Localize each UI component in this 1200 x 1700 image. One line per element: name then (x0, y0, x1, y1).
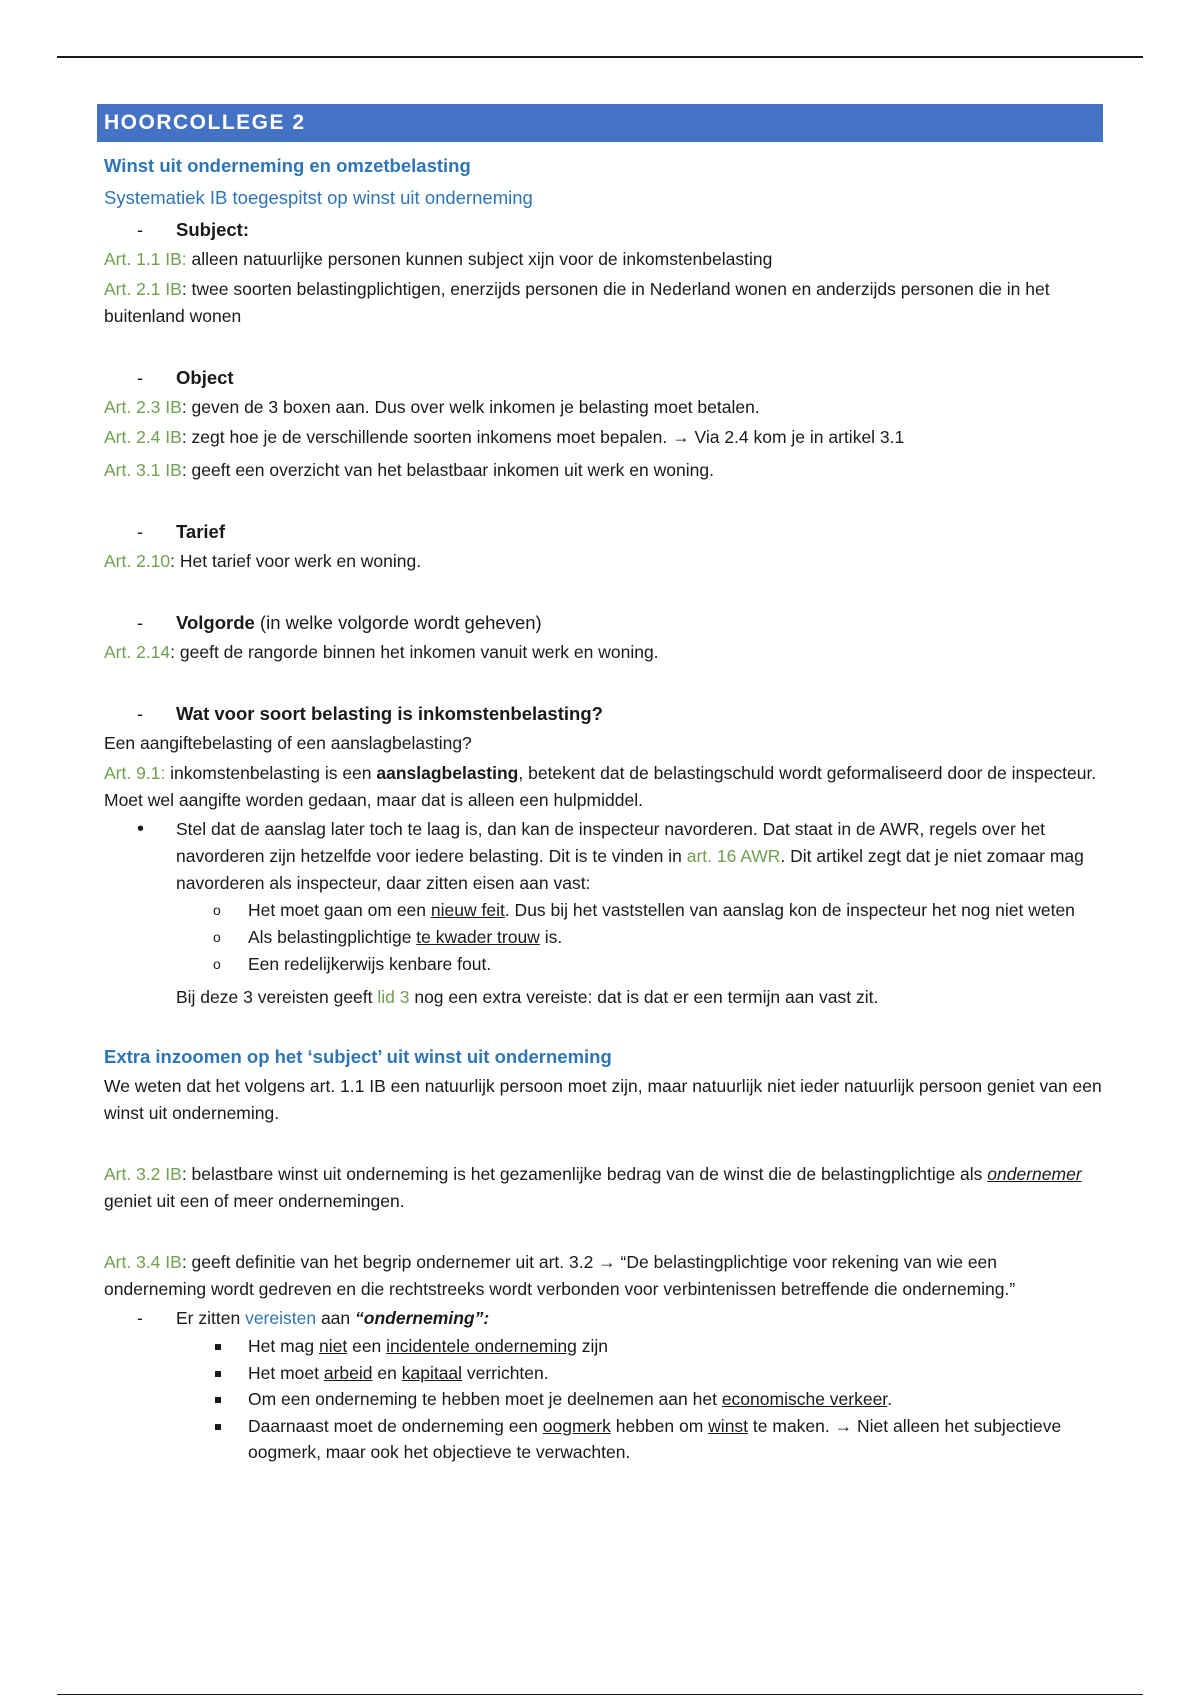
para-art-9-1: Art. 9.1: inkomstenbelasting is een aanslagbelasting, betekent dat de belastingschuld wordt geformaliseerd door de inspecteur. Moet wel aangifte worden gedaan, maar dat is alleen een hulpmiddel. (104, 763, 1097, 810)
req-arbeid-kapitaal: Het moet arbeid en kapitaal verrichten. (97, 1360, 1103, 1387)
para-art-3-1: Art. 3.1 IB: geeft een overzicht van het belastbaar inkomen uit werk en woning. (104, 460, 714, 480)
subheading-systematiek: Systematiek IB toegespitst op winst uit onderneming (104, 187, 533, 208)
para-art-2-4: Art. 2.4 IB: zegt hoe je de verschillende soorten inkomens moet bepalen. → Via 2.4 kom je in artikel 3.1 (104, 427, 905, 447)
para-art-2-14: Art. 2.14: geeft de rangorde binnen het inkomen vanuit werk en woning. (104, 642, 659, 662)
para-art-2-10: Art. 2.10: Het tarief voor werk en woning. (104, 551, 422, 571)
para-intro-subject: We weten dat het volgens art. 1.1 IB een natuurlijk persoon moet zijn, maar natuurlijk niet ieder natuurlijk persoon geniet van een winst uit onderneming. (104, 1076, 1102, 1123)
item-vereisten: - Er zitten vereisten aan “onderneming”: (97, 1303, 1103, 1333)
item-subject: - Subject: (97, 214, 1103, 246)
document-page (97, 104, 1103, 1466)
para-art-3-4: Art. 3.4 IB: geeft definitie van het begrip ondernemer uit art. 3.2 → “De belastingplichtige voor rekening van wie een onderneming wordt gedreven en die rechtstreeks wordt verbonden voor verbintenissen betreffende die onderneming.” (104, 1252, 1016, 1299)
item-tarief: - Tarief (97, 516, 1103, 548)
para-art-2-3: Art. 2.3 IB: geven de 3 boxen aan. Dus over welk inkomen je belasting moet betalen. (104, 397, 760, 417)
para-extra-vereiste: Bij deze 3 vereisten geeft lid 3 nog een extra vereiste: dat is dat er een termijn aan vast zit. (176, 987, 879, 1007)
item-soort-belasting: - Wat voor soort belasting is inkomstenbelasting? (97, 698, 1103, 730)
bottom-rule (57, 1694, 1143, 1695)
item-object: - Object (97, 362, 1103, 394)
para-art-1-1: Art. 1.1 IB: alleen natuurlijke personen kunnen subject xijn voor de inkomstenbelasting (104, 249, 773, 269)
subitem-kenbare-fout: o Een redelijkerwijs kenbare fout. (97, 951, 1103, 978)
item-volgorde: - Volgorde (in welke volgorde wordt geheven) (97, 607, 1103, 639)
top-rule (57, 56, 1143, 58)
req-economische-verkeer: Om een onderneming te hebben moet je deelnemen aan het economische verkeer. (97, 1386, 1103, 1413)
para-question: Een aangiftebelasting of een aanslagbelasting? (104, 733, 472, 753)
heading-winst: Winst uit onderneming en omzetbelasting (104, 155, 471, 176)
req-oogmerk-winst: Daarnaast moet de onderneming een oogmerk hebben om winst te maken. → Niet alleen het subjectieve oogmerk, maar ook het objectieve te verwachten. (97, 1413, 1103, 1466)
para-art-3-2: Art. 3.2 IB: belastbare winst uit onderneming is het gezamenlijke bedrag van de winst die de belastingplichtige als ondernemer geniet uit een of meer ondernemingen. (104, 1164, 1082, 1211)
subitem-nieuw-feit: o Het moet gaan om een nieuw feit. Dus bij het vaststellen van aanslag kon de inspecteur het nog niet weten (97, 897, 1103, 924)
req-incidentele: Het mag niet een incidentele onderneming zijn (97, 1333, 1103, 1360)
para-art-2-1: Art. 2.1 IB: twee soorten belastingplichtigen, enerzijds personen die in Nederland wonen en anderzijds personen die in het buitenland wonen (104, 279, 1050, 326)
heading-extra-inzoomen: Extra inzoomen op het ‘subject’ uit winst uit onderneming (104, 1046, 612, 1067)
bullet-navorderen: • Stel dat de aanslag later toch te laag is, dan kan de inspecteur navorderen. Dat staat in de AWR, regels over het navorderen zijn hetzelfde voor iedere belasting. Dit is te vinden in art. 16 AWR. Dit artikel zegt dat je niet zomaar mag navorderen als inspecteur, daar zitten eisen aan vast: (97, 816, 1103, 897)
subitem-kwader-trouw: o Als belastingplichtige te kwader trouw is. (97, 924, 1103, 951)
section-banner: HOORCOLLEGE 2 (97, 104, 1103, 142)
